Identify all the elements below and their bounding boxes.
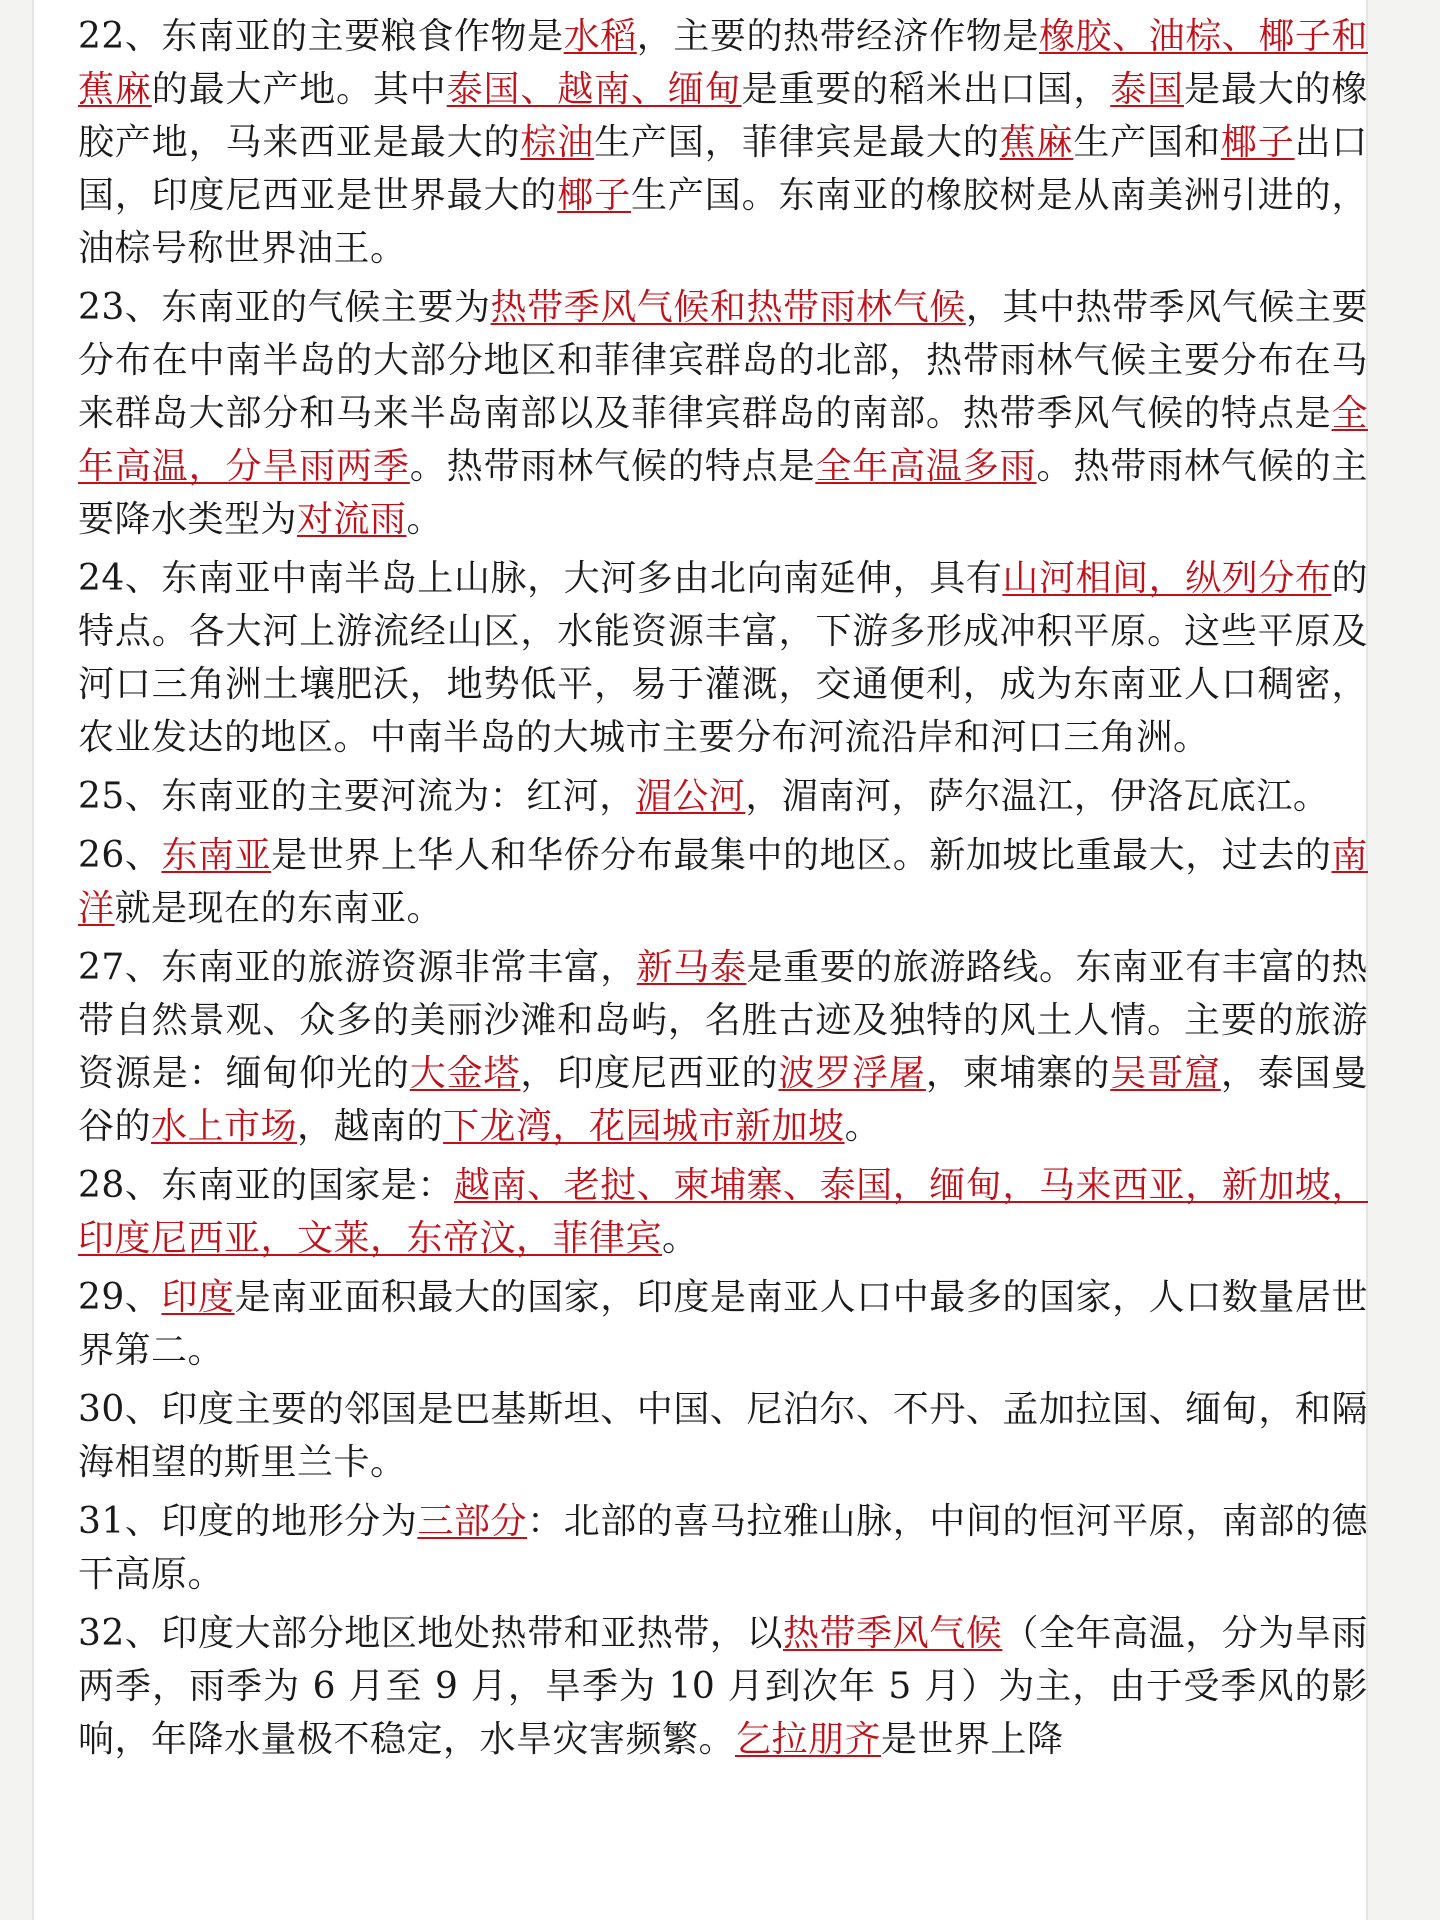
- paragraph: [78, 1607, 1368, 1766]
- answer-highlight: 椰子: [557, 175, 631, 216]
- text-run: ，泰国曼谷的: [78, 1053, 1368, 1147]
- text-run: 31、印度的地形分为: [78, 1501, 418, 1542]
- answer-highlight: 山河相间，纵列分布: [1002, 558, 1332, 599]
- answer-highlight: 水上市场: [151, 1106, 298, 1147]
- text-run: ，其中热带季风气候主要分布在中南半岛的大部分地区和菲律宾群岛的北部，热带雨林气候主要分布在马来群岛大部分和马来半岛南部以及菲律宾群岛的南部。热带季风气候的特点是: [78, 287, 1368, 434]
- text-run: 。热带雨林气候的主要降水类型为: [78, 446, 1368, 540]
- paragraph: [78, 941, 1368, 1153]
- answer-highlight: 棕油: [520, 122, 595, 163]
- text-run: 28、东南亚的国家是：: [78, 1165, 454, 1206]
- text-run: 就是现在的东南亚。: [114, 888, 444, 929]
- text-run: ，湄南河，萨尔温江，伊洛瓦底江。: [745, 776, 1330, 817]
- text-run: 。: [662, 1218, 699, 1259]
- text-run: 的特点。各大河上游流经山区，水能资源丰富，下游多形成冲积平原。这些平原及河口三角洲土壤肥沃，地势低平，易于灌溉，交通便利，成为东南亚人口稠密，农业发达的地区。中南半岛的大城市主要分布河流沿岸和河口三角洲。: [78, 558, 1368, 758]
- text-run: 23、东南亚的气候主要为: [78, 287, 491, 328]
- paragraph: [78, 1383, 1368, 1489]
- text-run: 是重要的旅游路线。东南亚有丰富的热带自然景观、众多的美丽沙滩和岛屿，名胜古迹及独特的风土人情。主要的旅游资源是：缅甸仰光的: [78, 947, 1368, 1094]
- text-run: 生产国和: [1073, 122, 1221, 163]
- text-run: ，印度尼西亚的: [520, 1053, 779, 1094]
- answer-highlight: 湄公河: [635, 776, 746, 817]
- answer-highlight: 东南亚: [161, 835, 272, 876]
- text-run: 生产国，菲律宾是最大的: [594, 122, 1000, 163]
- text-run: 24、东南亚中南半岛上山脉，大河多由北向南延伸，具有: [78, 558, 1003, 599]
- paragraph: [78, 1495, 1368, 1601]
- answer-highlight: 乞拉朋齐: [735, 1719, 882, 1760]
- text-run: ，越南的: [297, 1106, 444, 1147]
- text-run: 出口国，印度尼西亚是世界最大的: [78, 122, 1368, 216]
- document-page: [32, 0, 1368, 1920]
- answer-highlight: 新马泰: [636, 947, 747, 988]
- text-run: 22、东南亚的主要粮食作物是: [78, 16, 564, 57]
- answer-highlight: 印度: [161, 1277, 235, 1318]
- text-run: 是最大的橡胶产地，马来西亚是最大的: [78, 69, 1368, 163]
- text-run: 。热带雨林气候的特点是: [409, 446, 816, 487]
- answer-highlight: 全年高温，分旱雨两季: [78, 393, 1368, 487]
- text-run: 32、印度大部分地区地处热带和亚热带，以: [78, 1613, 784, 1654]
- answer-highlight: 热带季风气候: [783, 1613, 1003, 1654]
- answer-highlight: 泰国: [1110, 69, 1184, 110]
- answer-highlight: 椰子: [1220, 122, 1295, 163]
- document-content: [78, 10, 1368, 1772]
- answer-highlight: 泰国、越南、缅甸: [446, 69, 742, 110]
- answer-highlight: 波罗浮屠: [778, 1053, 926, 1094]
- paragraph: [78, 1159, 1368, 1265]
- text-run: 。: [844, 1106, 882, 1147]
- answer-highlight: 吴哥窟: [1110, 1053, 1221, 1094]
- paragraph: [78, 1271, 1368, 1377]
- answer-highlight: 下龙湾，花园城市新加坡: [443, 1106, 845, 1147]
- text-run: 是南亚面积最大的国家，印度是南亚人口中最多的国家，人口数量居世界第二。: [78, 1277, 1368, 1371]
- answer-highlight: 三部分: [417, 1501, 528, 1542]
- answer-highlight: 大金塔: [409, 1053, 521, 1094]
- answer-highlight: 南洋: [78, 835, 1368, 929]
- text-run: 25、东南亚的主要河流为：红河，: [78, 776, 636, 817]
- text-run: ：北部的喜马拉雅山脉，中间的恒河平原，南部的德干高原。: [78, 1501, 1368, 1595]
- paragraph: [78, 829, 1368, 935]
- text-run: ，柬埔寨的: [925, 1053, 1111, 1094]
- answer-highlight: 热带季风气候和热带雨林气候: [490, 287, 966, 328]
- text-run: 27、东南亚的旅游资源非常丰富，: [78, 947, 637, 988]
- text-run: 生产国。东南亚的橡胶树是从南美洲引进的，油棕号称世界油王。: [78, 175, 1368, 269]
- text-run: 26、: [78, 835, 162, 876]
- text-run: ，主要的热带经济作物是: [636, 16, 1039, 57]
- answer-highlight: 橡胶、油棕、椰子和蕉麻: [78, 16, 1368, 110]
- paragraph: [78, 281, 1368, 546]
- text-run: 是世界上降: [881, 1719, 1064, 1760]
- text-run: 29、: [78, 1277, 162, 1318]
- text-run: 是重要的稻米出口国，: [741, 69, 1111, 110]
- answer-highlight: 蕉麻: [999, 122, 1074, 163]
- paragraph: [78, 552, 1368, 764]
- text-run: 的最大产地。其中: [151, 69, 447, 110]
- text-run: （全年高温，分为旱雨两季，雨季为 6 月至 9 月，旱季为 10 月到次年 5 月）为主，由于受季风的影响，年降水量极不稳定，水旱灾害频繁。: [78, 1613, 1368, 1760]
- answer-highlight: 越南、老挝、柬埔寨、泰国，缅甸，马来西亚，新加坡，印度尼西亚，文莱，东帝汶，菲律宾: [78, 1165, 1368, 1259]
- answer-highlight: 水稻: [563, 16, 637, 57]
- answer-highlight: 全年高温多雨: [815, 446, 1037, 487]
- text-run: 。: [406, 499, 444, 540]
- answer-highlight: 对流雨: [297, 499, 407, 540]
- paragraph: [78, 770, 1368, 823]
- text-run: 是世界上华人和华侨分布最集中的地区。新加坡比重最大，过去的: [271, 835, 1332, 876]
- paragraph: [78, 10, 1368, 275]
- text-run: 30、印度主要的邻国是巴基斯坦、中国、尼泊尔、不丹、孟加拉国、缅甸，和隔海相望的斯里兰卡。: [78, 1389, 1368, 1483]
